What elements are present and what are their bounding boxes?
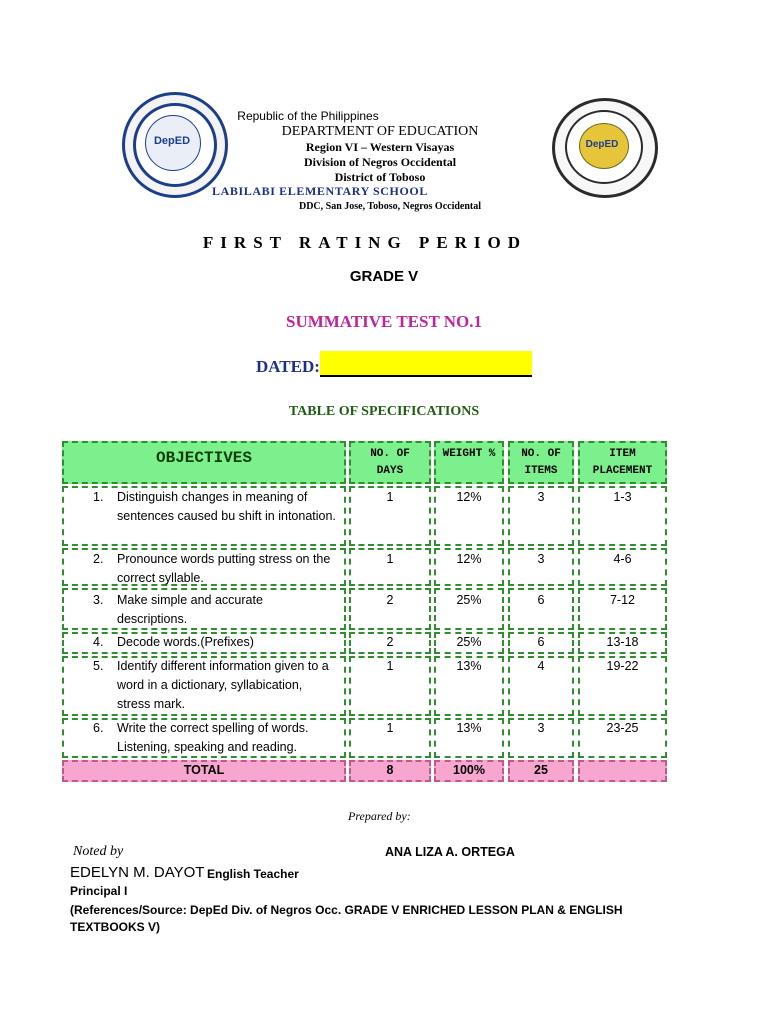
items-value: 3 bbox=[537, 552, 545, 566]
objective-text: Decode words.(Prefixes) bbox=[117, 635, 254, 649]
placement-value: 4-6 bbox=[613, 552, 632, 566]
days-value: 2 bbox=[386, 635, 394, 649]
region-line: Region VI – Western Visayas bbox=[305, 140, 455, 154]
header-placement: ITEM PLACEMENT bbox=[592, 448, 653, 477]
days-value: 1 bbox=[386, 721, 394, 735]
objective-number: 5. bbox=[93, 659, 104, 673]
objective-number: 4. bbox=[93, 635, 104, 649]
school-name: LABILABI ELEMENTARY SCHOOL bbox=[212, 184, 428, 198]
total-placement-cell bbox=[578, 760, 667, 782]
objective-text: Identify different information given to a word in a dictionary, syllabication, stress mark. bbox=[117, 659, 329, 711]
placement-value: 23-25 bbox=[606, 721, 639, 735]
placement-value: 7-12 bbox=[609, 593, 636, 607]
table-of-specifications-title: TABLE OF SPECIFICATIONS bbox=[288, 404, 480, 419]
items-value: 3 bbox=[537, 721, 545, 735]
objective-text: Pronounce words putting stress on the correct syllable. bbox=[117, 552, 331, 585]
summative-test-title: SUMMATIVE TEST NO.1 bbox=[285, 312, 482, 331]
preparer-name: ANA LIZA A. ORTEGA bbox=[385, 845, 515, 859]
prepared-by-label: Prepared by: bbox=[348, 809, 411, 823]
header-objectives: OBJECTIVES bbox=[155, 449, 252, 467]
total-days: 8 bbox=[386, 763, 394, 777]
references-note: (References/Source: DepEd Div. of Negros Occ. GRADE V ENRICHED LESSON PLAN & ENGLISH TEXTBOOKS V) bbox=[70, 903, 623, 934]
weight-value: 25% bbox=[456, 635, 482, 649]
items-value: 6 bbox=[537, 593, 545, 607]
weight-value: 12% bbox=[456, 552, 482, 566]
objective-number: 3. bbox=[93, 593, 104, 607]
deped-logo-mark: DepED bbox=[153, 135, 191, 147]
noted-by-label: Noted by bbox=[73, 844, 124, 859]
date-field[interactable] bbox=[320, 351, 532, 377]
weight-value: 13% bbox=[456, 721, 482, 735]
days-value: 1 bbox=[386, 659, 394, 673]
placement-value: 19-22 bbox=[606, 659, 639, 673]
objective-text: Make simple and accurate descriptions. bbox=[117, 593, 263, 626]
dated-label: DATED: bbox=[256, 357, 320, 376]
items-value: 3 bbox=[537, 490, 545, 504]
objective-number: 1. bbox=[93, 490, 104, 504]
items-value: 6 bbox=[537, 635, 545, 649]
header-items: NO. OF ITEMS bbox=[521, 448, 561, 477]
items-value: 4 bbox=[537, 659, 545, 673]
days-value: 1 bbox=[386, 552, 394, 566]
objective-number: 6. bbox=[93, 721, 104, 735]
principal-title: Principal I bbox=[70, 884, 128, 898]
principal-name: EDELYN M. DAYOT bbox=[70, 864, 205, 881]
objective-text: Write the correct spelling of words. Listening, speaking and reading. bbox=[117, 721, 309, 754]
teacher-title: English Teacher bbox=[207, 867, 299, 881]
district-line: District of Toboso bbox=[334, 170, 426, 184]
rating-period-title: FIRST RATING PERIOD bbox=[202, 233, 528, 252]
objective-number: 2. bbox=[93, 552, 104, 566]
grade-title: GRADE V bbox=[349, 268, 419, 285]
weight-value: 25% bbox=[456, 593, 482, 607]
days-value: 1 bbox=[386, 490, 394, 504]
weight-value: 13% bbox=[456, 659, 482, 673]
republic-line: Republic of the Philippines bbox=[237, 109, 379, 123]
header-weight: WEIGHT % bbox=[442, 448, 496, 460]
department-line: DEPARTMENT OF EDUCATION bbox=[281, 124, 479, 139]
days-value: 2 bbox=[386, 593, 394, 607]
total-items: 25 bbox=[534, 763, 548, 777]
placement-value: 13-18 bbox=[606, 635, 639, 649]
weight-value: 12% bbox=[456, 490, 482, 504]
objective-text: Distinguish changes in meaning of sentences caused bu shift in intonation. bbox=[117, 490, 336, 523]
school-address: DDC, San Jose, Toboso, Negros Occidental bbox=[298, 201, 482, 212]
total-weight: 100% bbox=[453, 763, 485, 777]
placement-value: 1-3 bbox=[613, 490, 632, 504]
deped-logo-mark: DepED bbox=[585, 139, 619, 150]
header-days: NO. OF DAYS bbox=[370, 448, 410, 477]
division-line: Division of Negros Occidental bbox=[303, 155, 457, 169]
total-label: TOTAL bbox=[183, 763, 225, 777]
